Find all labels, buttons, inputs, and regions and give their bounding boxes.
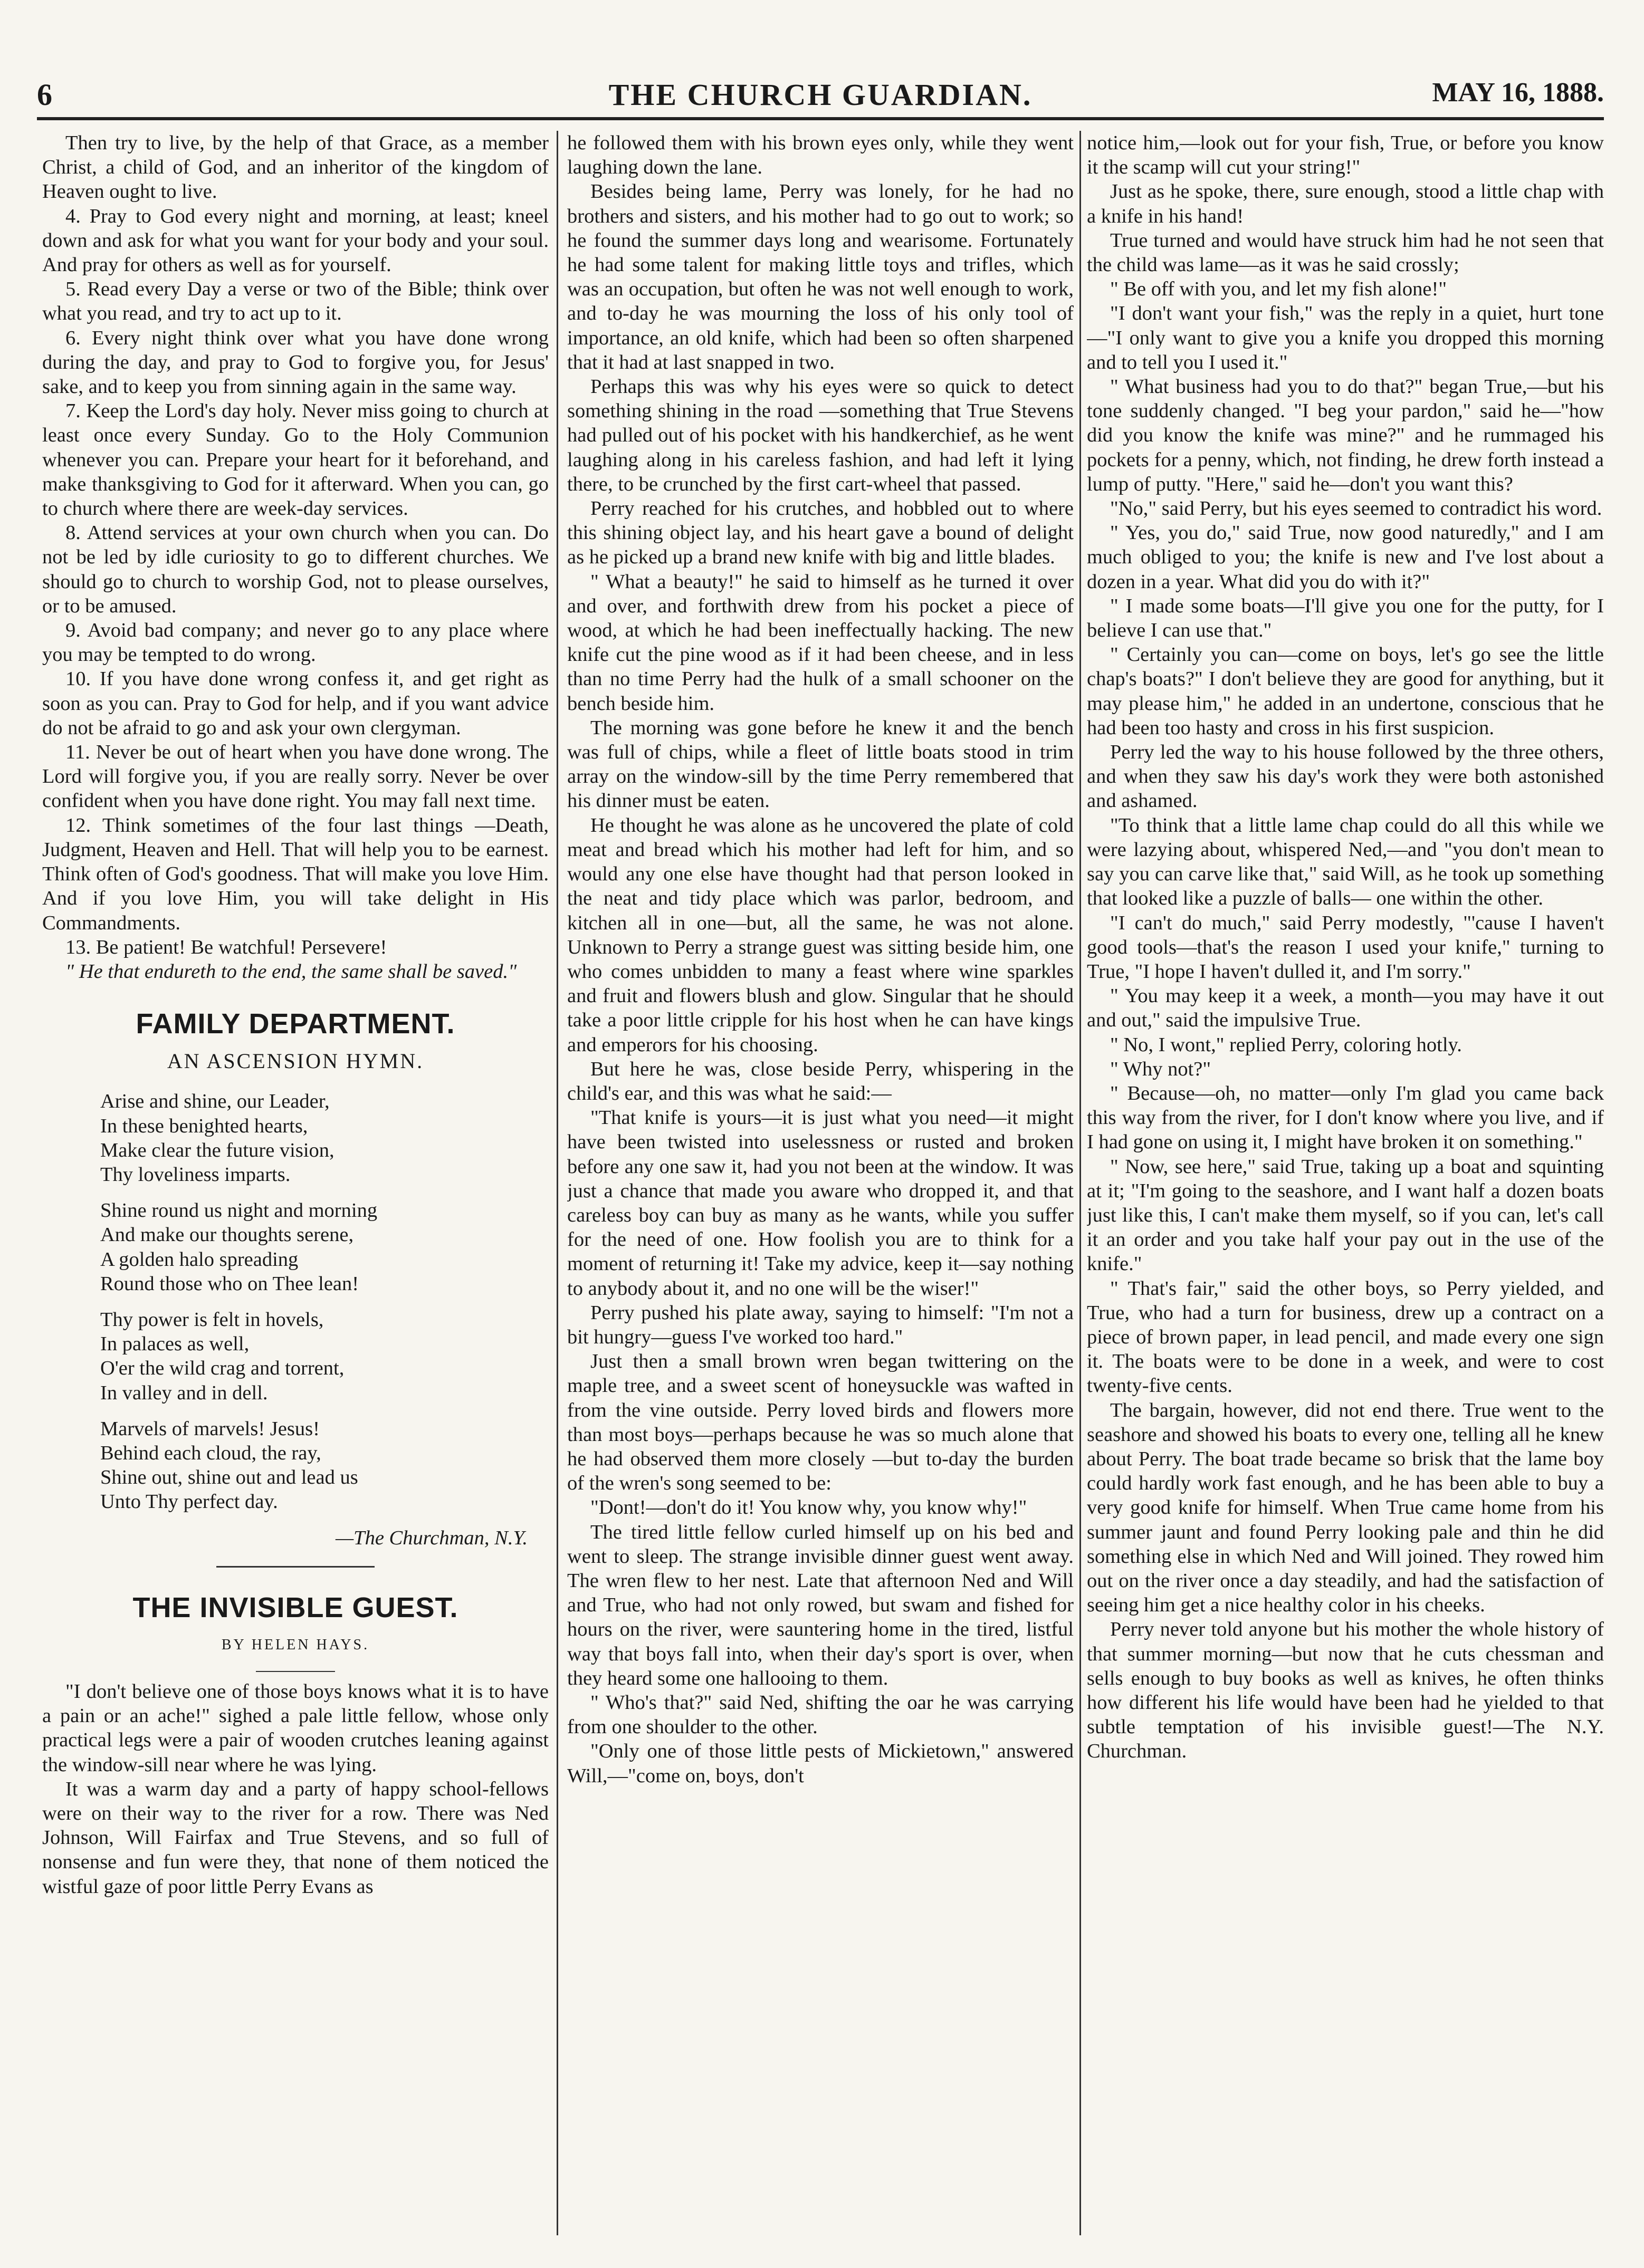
poem-line: Marvels of marvels! Jesus! xyxy=(100,1417,320,1440)
story-paragraph: " Because—oh, no matter—only I'm glad you came back this way from the river, for I don't know where you live, and if I had gone on using it, I might have broken it on something." xyxy=(1087,1082,1604,1154)
rule-item: 9. Avoid bad company; and never go to any place where you may be tempted to do wrong. xyxy=(42,619,549,666)
hymn-stanza xyxy=(100,1417,549,1514)
story-paragraph: "No," said Perry, but his eyes seemed to contradict his word. xyxy=(1110,497,1602,520)
rule-item: 12. Think sometimes of the four last things —Death, Judgment, Heaven and Hell. That will help you to be earnest. Think often of God's goodness. That will make you love Him. And if you love Him, you will take delight in His Commandments. xyxy=(42,814,549,934)
column-rule xyxy=(1079,131,1081,2235)
story-paragraph: " What a beauty!" he said to himself as he turned it over and over, and forthwith drew from his pocket a piece of wood, at which he had been ineffectually hacking. The new knife cut the pine wood as if it had been cheese, and in less than no time Perry had the hulk of a small schooner on the bench beside him. xyxy=(567,570,1074,715)
issue-date: MAY 16, 1888. xyxy=(1432,78,1604,108)
poem-line: In palaces as well, xyxy=(100,1333,250,1356)
byline-divider xyxy=(256,1671,335,1672)
story-paragraph: "Only one of those little pests of Mickietown," answered Will,—"come on, boys, don't xyxy=(567,1740,1074,1787)
poem-line: Thy loveliness imparts. xyxy=(100,1163,291,1186)
rule-item: 11. Never be out of heart when you have done wrong. The Lord will forgive you, if you are really sorry. Never be over confident when you have done right. You may fall next time. xyxy=(42,741,549,812)
section-divider xyxy=(216,1566,375,1568)
story-paragraph: "That knife is yours—it is just what you need—it might have been twisted into uselessness or rusted and broken before any one saw it, had you not been at the window. It was just a chance that made you aware who dropped it, and that careless boy can buy as many as he wants, while you suffer for the need of one. How foolish you are to think for a moment of returning it! Take my advice, keep it—say nothing to anybody about it, and no one will be the wiser!" xyxy=(567,1107,1074,1300)
poem-line: Round those who on Thee lean! xyxy=(100,1272,359,1295)
rule-item: 8. Attend services at your own church when you can. Do not be led by idle curiosity to go to different churches. We should go to church to worship God, not to please ourselves, or to be amused. xyxy=(42,522,549,617)
closing-quote: " He that endureth to the end, the same shall be saved." xyxy=(65,960,517,983)
poem-line: Behind each cloud, the ray, xyxy=(100,1441,321,1464)
rule-item: 13. Be patient! Be watchful! Persevere! xyxy=(65,936,387,958)
rule-item: 10. If you have done wrong confess it, and get right as soon as you can. Pray to God for help, and if you want advice do not be afraid to go and ask your own clergyman. xyxy=(42,668,549,739)
story-paragraph: " No, I wont," replied Perry, coloring hotly. xyxy=(1110,1033,1462,1056)
story-paragraph: " Who's that?" said Ned, shifting the oar he was carrying from one shoulder to the other. xyxy=(567,1692,1074,1738)
hymn-stanza xyxy=(100,1308,549,1405)
family-department-heading: FAMILY DEPARTMENT. xyxy=(136,1008,455,1040)
hymn-stanza xyxy=(100,1089,549,1187)
hymn-attribution: —The Churchman, N.Y. xyxy=(335,1526,528,1549)
rule-item: 4. Pray to God every night and morning, at least; kneel down and ask for what you want for your body and your soul. And pray for others as well as for yourself. xyxy=(42,205,549,276)
masthead-title: THE CHURCH GUARDIAN. xyxy=(608,78,1033,112)
story-paragraph: "To think that a little lame chap could do all this while we were lazying about, whispered Ned,—and "you don't mean to say you can carve like that," said Will, as he took up something that looked like a puzzle of balls— one within the other. xyxy=(1087,814,1604,910)
story-paragraph: Just as he spoke, there, sure enough, stood a little chap with a knife in his hand! xyxy=(1087,180,1604,227)
page-header xyxy=(37,73,1604,120)
poem-line: O'er the wild crag and torrent, xyxy=(100,1357,345,1380)
hymn-title: AN ASCENSION HYMN. xyxy=(167,1049,424,1073)
story-paragraph: " Now, see here," said True, taking up a boat and squinting at it; "I'm going to the seashore, and I want half a dozen boats just like this, I can't make them myself, so if you can, let's call it an order and you take half your pay out in the use of the knife." xyxy=(1087,1155,1604,1275)
poem-line: Shine round us night and morning xyxy=(100,1199,378,1222)
story-paragraph: "I can't do much," said Perry modestly, "'cause I haven't good tools—that's the reason I used your knife," turning to True, "I hope I haven't dulled it, and I'm sorry." xyxy=(1087,911,1604,983)
column-2 xyxy=(567,131,1074,2235)
rule-item: 5. Read every Day a verse or two of the Bible; think over what you read, and try to act up to it. xyxy=(42,278,549,325)
story-heading: THE INVISIBLE GUEST. xyxy=(132,1591,458,1623)
poem-line: In these benighted hearts, xyxy=(100,1114,308,1137)
story-paragraph: The morning was gone before he knew it and the bench was full of chips, while a fleet of little boats stood in trim array on the window-sill by the time Perry remembered that his dinner must be eaten. xyxy=(567,716,1074,812)
poem-line: And make our thoughts serene, xyxy=(100,1224,354,1246)
story-paragraph: Perry never told anyone but his mother the whole history of that summer morning—but now that he cuts chessman and sells enough to buy books as well as knives, he often thinks how different his life would have been had he yielded to that subtle temptation of his invisible guest!—The N.Y. Churchman. xyxy=(1087,1618,1604,1763)
hymn-poem xyxy=(42,1089,549,1514)
story-paragraph: It was a warm day and a party of happy school-fellows were on their way to the river for a row. There was Ned Johnson, Will Fairfax and True Stevens, and so full of nonsense and fun were they, that none of them noticed the wistful gaze of poor little Perry Evans as xyxy=(42,1777,549,1898)
story-paragraph: The tired little fellow curled himself up on his bed and went to sleep. The strange invisible dinner guest went away. The wren flew to her nest. Late that afternoon Ned and Will and True, who had not only rowed, but swam and fished for hours on the river, were sauntering home in the tired, listful way that boys fall into, when their day's sport is over, when they heard some one hallooing to them. xyxy=(567,1521,1074,1689)
story-byline: BY HELEN HAYS. xyxy=(221,1636,370,1653)
poem-line: Arise and shine, our Leader, xyxy=(100,1090,330,1113)
rule-item: 6. Every night think over what you have done wrong during the day, and pray to God to forgive you, for Jesus' sake, and to keep you from sinning again in the same way. xyxy=(42,326,549,398)
paragraph: Then try to live, by the help of that Grace, as a member Christ, a child of God, and an inheritor of the kingdom of Heaven ought to live. xyxy=(42,132,549,203)
poem-line: Make clear the future vision, xyxy=(100,1139,334,1161)
story-paragraph: " That's fair," said the other boys, so Perry yielded, and True, who had a turn for business, drew up a contract on a piece of brown paper, in lead pencil, and made every one sign it. The boats were to be done in a week, and were to cost twenty-five cents. xyxy=(1087,1277,1604,1397)
story-paragraph: Besides being lame, Perry was lonely, for he had no brothers and sisters, and his mother had to go out to work; so he found the summer days long and wearisome. Fortunately he had some talent for making little toys and trifles, which was an occupation, but often he was not well enough to work, and to-day he was mourning the loss of his only tool of importance, an old knife, which had been so often sharpened that it had at last snapped in two. xyxy=(567,180,1074,373)
story-paragraph: " Certainly you can—come on boys, let's go see the little chap's boats?" I don't believe they are good for anything, but it may please him," he added in an undertone, conscious that he had been too hasty and cross in his first suspicion. xyxy=(1087,643,1604,739)
story-paragraph: Perry led the way to his house followed by the three others, and when they saw his day's work they were both astonished and ashamed. xyxy=(1087,741,1604,812)
story-paragraph: notice him,—look out for your fish, True, or before you know it the scamp will cut your string!" xyxy=(1087,132,1604,179)
poem-line: Unto Thy perfect day. xyxy=(100,1491,278,1513)
story-paragraph: " I made some boats—I'll give you one for the putty, for I believe I can use that." xyxy=(1087,594,1604,642)
page-number: 6 xyxy=(37,78,52,112)
story-paragraph: True turned and would have struck him had he not seen that the child was lame—as it was he said crossly; xyxy=(1087,229,1604,276)
story-paragraph: " Yes, you do," said True, now good naturedly," and I am much obliged to you; the knife is new and I've lost about a dozen in a year. What did you do with it?" xyxy=(1087,522,1604,593)
poem-line: In valley and in dell. xyxy=(100,1381,268,1404)
story-paragraph: he followed them with his brown eyes only, while they went laughing down the lane. xyxy=(567,132,1074,179)
poem-line: Shine out, shine out and lead us xyxy=(100,1466,358,1489)
story-paragraph: Perry reached for his crutches, and hobbled out to where this shining object lay, and his heart gave a bound of delight as he picked up a brand new knife with big and little blades. xyxy=(567,497,1074,569)
rule-item: 7. Keep the Lord's day holy. Never miss going to church at least once every Sunday. Go to the Holy Communion whenever you can. Prepare your heart for it beforehand, and make thanksgiving to God for it afterward. When you can, go to church where there are week-day services. xyxy=(42,400,549,520)
story-paragraph: The bargain, however, did not end there. True went to the seashore and showed his boats to every one, telling all he knew about Perry. The boat trade became so brisk that the lame boy could hardly work fast enough, and he has been able to buy a very good knife for himself. When True came home from his summer jaunt and found Perry looking pale and thin he did something else in which Ned and Will joined. They rowed him out on the river once a day steadily, and had the satisfaction of seeing him get a nice healthy color in his cheeks. xyxy=(1087,1399,1604,1617)
poem-line: Thy power is felt in hovels, xyxy=(100,1308,324,1331)
column-3 xyxy=(1087,131,1604,2235)
story-paragraph: Just then a small brown wren began twittering on the maple tree, and a sweet scent of honeysuckle was wafted in from the vine outside. Perry loved birds and flowers more than most boys—perhaps because he was so much alone that he had observed them more closely —but to-day the burden of the wren's song seemed to be: xyxy=(567,1350,1074,1495)
story-paragraph: " Why not?" xyxy=(1110,1058,1211,1080)
story-paragraph: He thought he was alone as he uncovered the plate of cold meat and bread which his mother had left for him, and so would any one else have thought had that person looked in the neat and tidy place which was parlor, bedroom, and kitchen all in one—but, all the same, he was not alone. Unknown to Perry a strange guest was sitting beside him, one who comes unbidden to many a feast where wine sparkles and fruit and flowers blush and glow. Singular that he should take a poor little cripple for his host when he can have kings and emperors for his choosing. xyxy=(567,814,1074,1056)
story-paragraph: Perhaps this was why his eyes were so quick to detect something shining in the road —something that True Stevens had pulled out of his pocket with his handkerchief, as he went laughing along in his careless fashion, and had left it lying there, to be crunched by the first cart-wheel that passed. xyxy=(567,376,1074,495)
story-paragraph: "Dont!—don't do it! You know why, you know why!" xyxy=(590,1496,1027,1519)
column-rule xyxy=(557,131,558,2235)
hymn-stanza xyxy=(100,1198,549,1296)
poem-line: A golden halo spreading xyxy=(100,1248,299,1271)
story-paragraph: But here he was, close beside Perry, whispering in the child's ear, and this was what he said:— xyxy=(567,1058,1074,1104)
story-paragraph: " Be off with you, and let my fish alone!" xyxy=(1110,278,1447,301)
story-paragraph: Perry pushed his plate away, saying to himself: "I'm not a bit hungry—guess I've worked too hard." xyxy=(567,1301,1074,1348)
story-paragraph: "I don't want your fish," was the reply in a quiet, hurt tone—"I only want to give you a knife you dropped this morning and to tell you I used it." xyxy=(1087,302,1604,373)
column-1 xyxy=(42,131,549,2235)
story-paragraph: "I don't believe one of those boys knows what it is to have a pain or an ache!" sighed a pale little fellow, whose only practical legs were a pair of wooden crutches leaning against the window-sill near where he was lying. xyxy=(42,1680,549,1776)
story-paragraph: " What business had you to do that?" began True,—but his tone suddenly changed. "I beg your pardon," said he—"how did you know the knife was mine?" and he rummaged his pockets for a penny, which, not finding, he drew forth instead a lump of putty. "Here," said he—don't you want this? xyxy=(1087,376,1604,495)
story-paragraph: " You may keep it a week, a month—you may have it out and out," said the impulsive True. xyxy=(1087,985,1604,1032)
